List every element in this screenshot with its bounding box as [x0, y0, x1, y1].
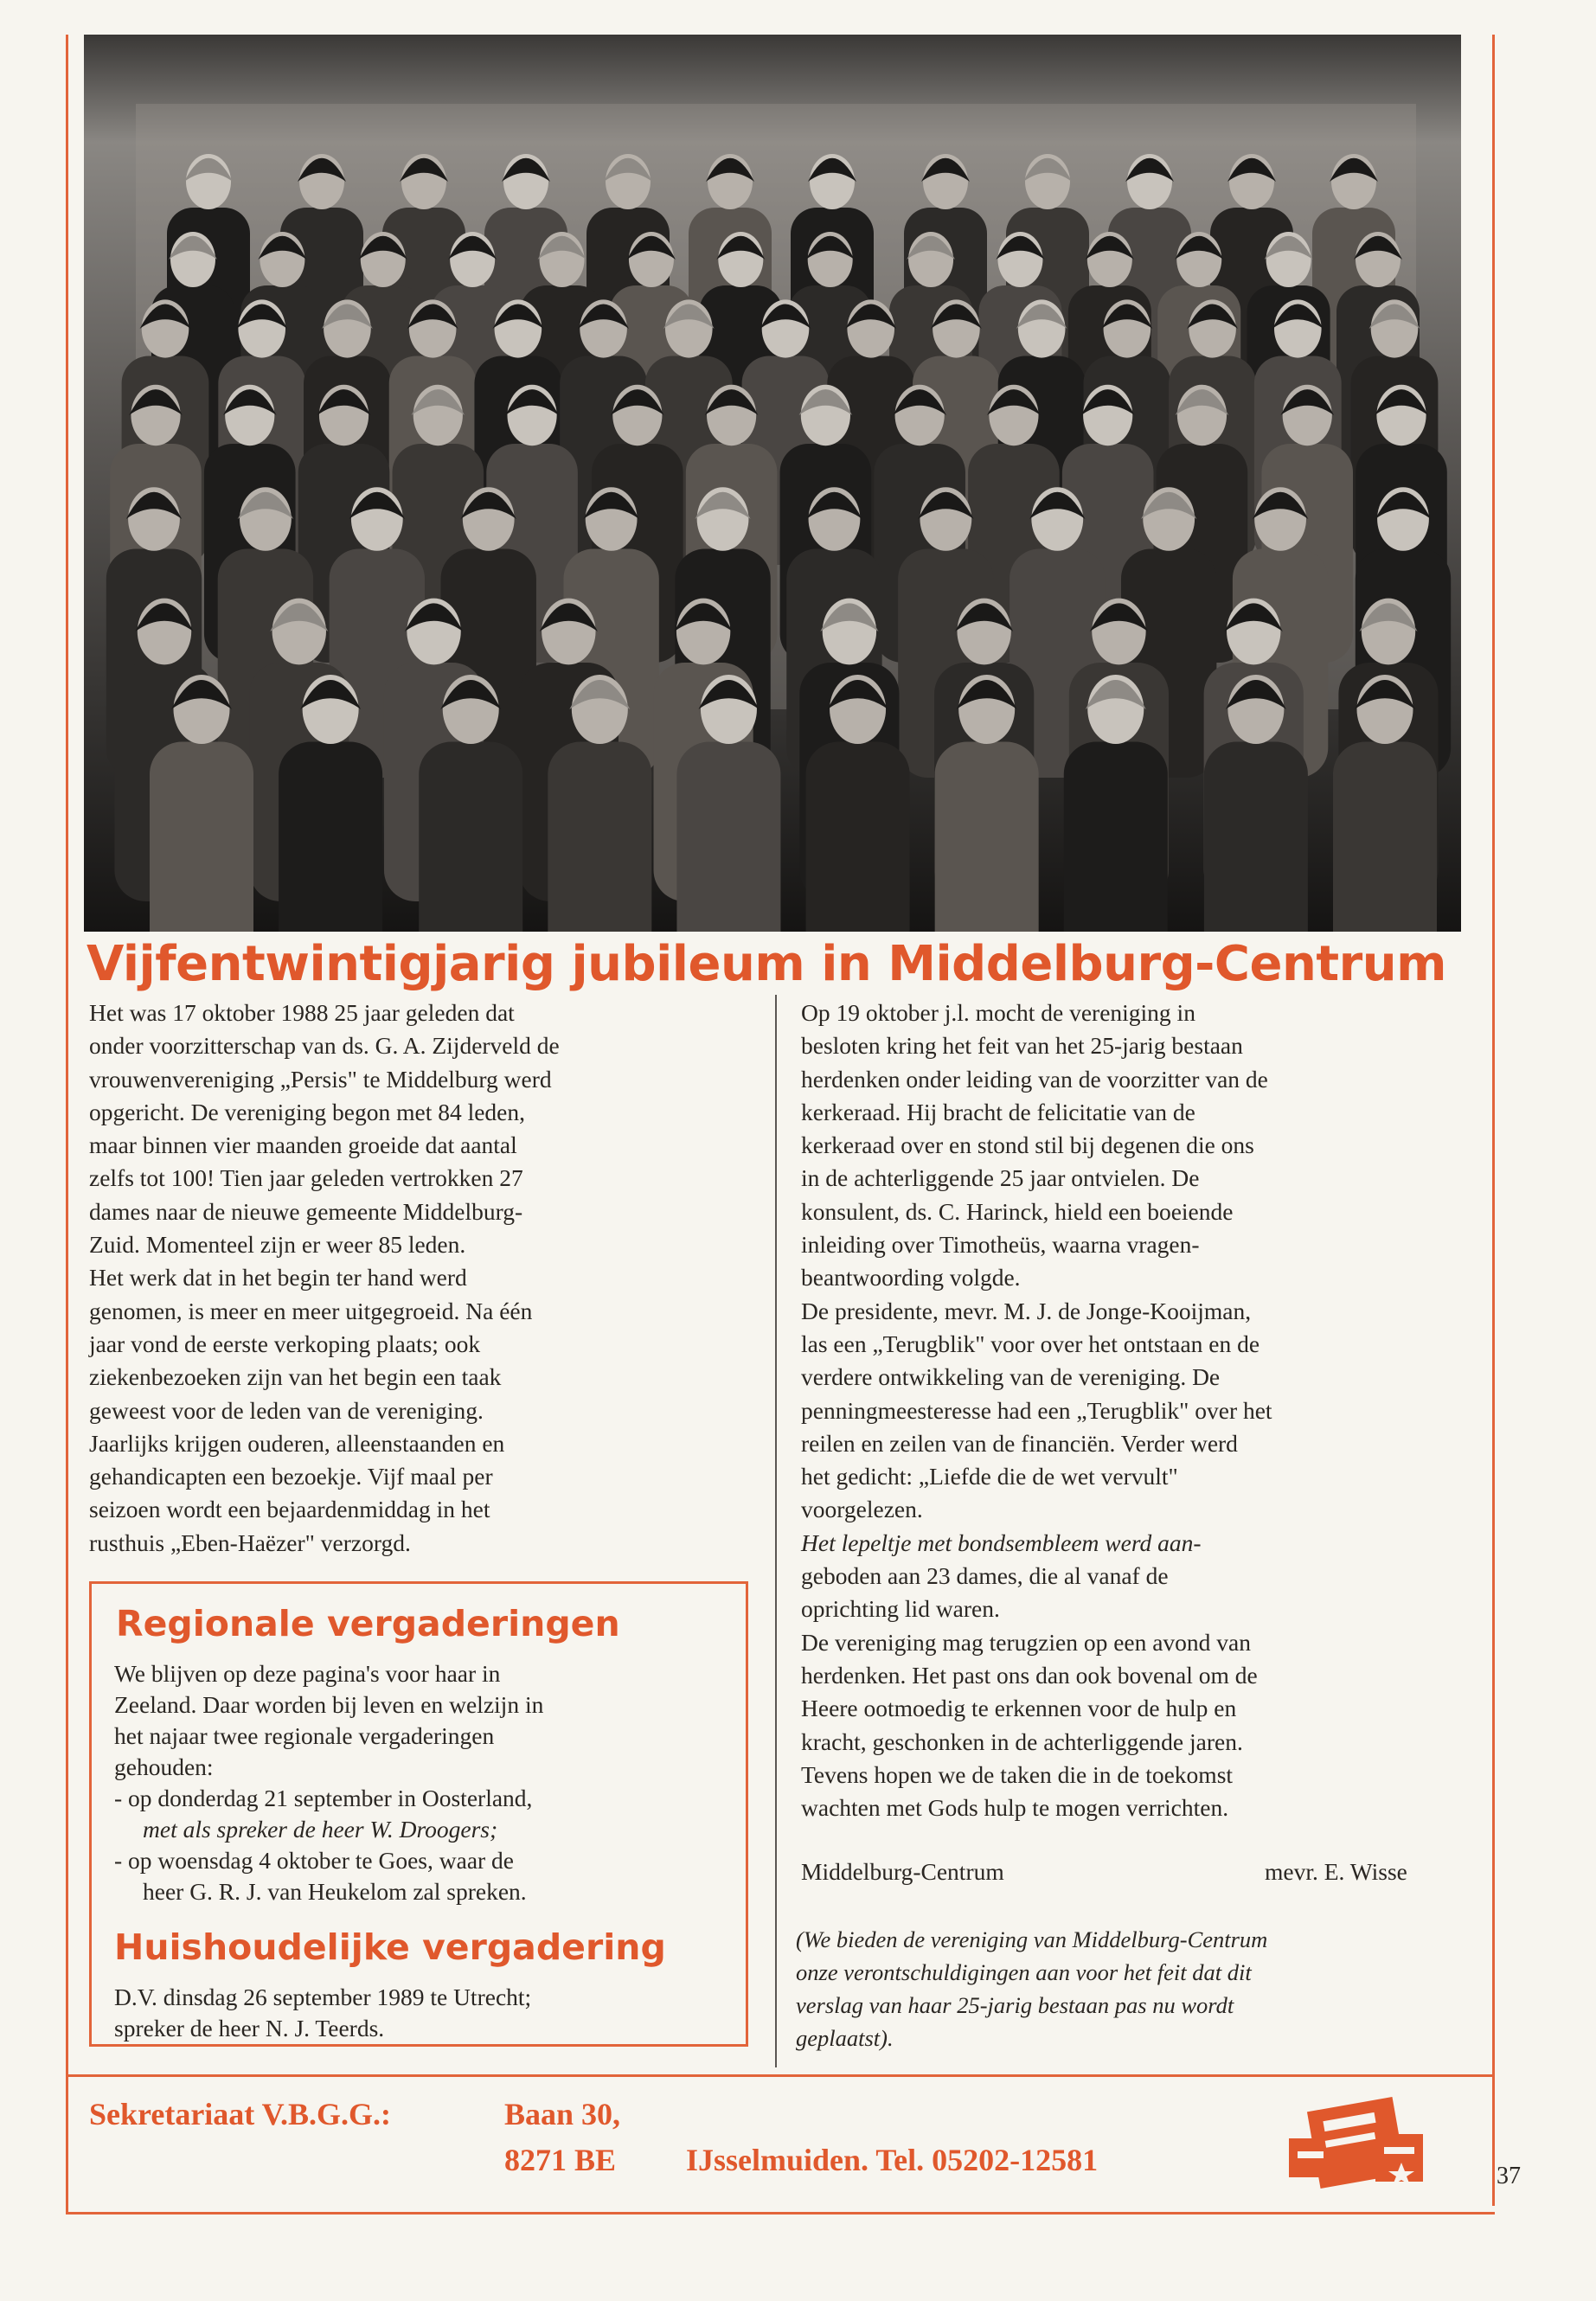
text-line: beantwoording volgde.	[801, 1264, 1021, 1292]
text-line: spreker de heer N. J. Teerds.	[114, 2015, 385, 2041]
apology-note	[796, 1923, 1267, 2054]
note-line: verslag van haar 25-jarig bestaan pas nu wordt	[796, 1992, 1234, 2018]
text-line: geweest voor de leden van de vereniging.	[89, 1396, 484, 1424]
text-line: geboden aan 23 dames, die al vanaf de	[801, 1562, 1169, 1590]
announcement-box	[89, 1581, 748, 2047]
text-line: De vereniging mag terugzien op een avond van	[801, 1628, 1252, 1656]
text-line: het najaar twee regionale vergaderingen	[114, 1722, 495, 1749]
text-line: Het werk dat in het begin ter hand werd	[89, 1264, 467, 1292]
footer-secretariat-label: Sekretariaat V.B.G.G.:	[89, 2097, 391, 2131]
household-text	[114, 1982, 531, 2044]
text-line: penningmeesteresse had een „Terugblik" over het	[801, 1396, 1272, 1424]
text-line: kerkeraad over en stond stil bij degenen die ons	[801, 1131, 1254, 1159]
photo-person-body	[1064, 742, 1168, 933]
note-line: (We bieden de vereniging van Middelburg-Centrum	[796, 1926, 1268, 1952]
footer-city-phone: IJsselmuiden. Tel. 05202-12581	[686, 2143, 1099, 2177]
article-left-column	[89, 997, 772, 1560]
text-line: kracht, geschonken in de achterliggende jaren.	[801, 1727, 1243, 1755]
text-line: het gedicht: „Liefde die de wet vervult"	[801, 1463, 1178, 1490]
column-divider	[775, 995, 777, 2067]
list-item-continuation: met als spreker de heer W. Droogers;	[143, 1816, 498, 1843]
list-item: - op donderdag 21 september in Oosterland,	[114, 1785, 533, 1811]
household-title: Huishoudelijke vergadering	[114, 1926, 666, 1968]
text-line: onder voorzitterschap van ds. G. A. Zijderveld de	[89, 1032, 560, 1060]
signature-author: mevr. E. Wisse	[1265, 1858, 1407, 1885]
group-photo	[84, 35, 1461, 932]
text-line: in de achterliggende 25 jaar ontvielen. De	[801, 1164, 1200, 1192]
note-line: geplaatst).	[796, 2025, 894, 2051]
photo-person-body	[150, 742, 253, 933]
text-line: Het lepeltje met bondsembleem werd aan-	[801, 1529, 1202, 1556]
text-line: ziekenbezoeken zijn van het begin een taak	[89, 1363, 502, 1391]
text-line: De presidente, mevr. M. J. de Jonge-Kooijman,	[801, 1297, 1252, 1324]
vbgg-logo-icon	[1272, 2086, 1436, 2199]
text-line: wachten met Gods hulp te mogen verrichten.	[801, 1794, 1229, 1822]
text-line: D.V. dinsdag 26 september 1989 te Utrecht;	[114, 1984, 532, 2010]
text-line: inleiding over Timotheüs, waarna vragen-	[801, 1231, 1200, 1259]
text-line: We blijven op deze pagina's voor haar in	[114, 1660, 501, 1687]
list-item: - op woensdag 4 oktober te Goes, waar de	[114, 1847, 515, 1874]
text-line: voorgelezen.	[801, 1496, 923, 1523]
regional-title: Regionale vergaderingen	[116, 1603, 620, 1644]
text-line: Op 19 oktober j.l. mocht de vereniging in	[801, 999, 1195, 1026]
photo-person-body	[279, 742, 382, 933]
text-line: genomen, is meer en meer uitgegroeid. Na één	[89, 1297, 533, 1324]
text-line: vrouwenvereniging „Persis" te Middelburg werd	[89, 1065, 552, 1093]
list-item-continuation: heer G. R. J. van Heukelom zal spreken.	[143, 1878, 527, 1905]
photo-person-body	[1333, 742, 1437, 933]
text-line: Zeeland. Daar worden bij leven en welzijn in	[114, 1691, 544, 1718]
text-line: herdenken onder leiding van de voorzitter van de	[801, 1065, 1268, 1093]
text-line: gehandicapten een bezoekje. Vijf maal per	[89, 1463, 493, 1490]
footer-separator	[66, 2074, 1495, 2077]
text-line: opgericht. De vereniging begon met 84 leden,	[89, 1098, 526, 1125]
footer-postcode: 8271 BE	[504, 2143, 617, 2177]
text-line: Het was 17 oktober 1988 25 jaar geleden dat	[89, 999, 515, 1026]
photo-person-body	[676, 742, 780, 933]
text-line: verdere ontwikkeling van de vereniging. De	[801, 1363, 1221, 1391]
signature-place: Middelburg-Centrum	[801, 1858, 1004, 1885]
page-number: 37	[1497, 2163, 1521, 2189]
text-line: Tevens hopen we de taken die in de toekomst	[801, 1760, 1234, 1788]
photo-person-body	[935, 742, 1039, 933]
text-line: kerkeraad. Hij bracht de felicitatie van de	[801, 1098, 1195, 1125]
text-line: Zuid. Momenteel zijn er weer 85 leden.	[89, 1231, 466, 1259]
photo-person-body	[806, 742, 910, 933]
text-line: gehouden:	[114, 1753, 214, 1780]
page-border-bottom	[66, 2212, 1495, 2214]
text-line: jaar vond de eerste verkoping plaats; ook	[89, 1330, 481, 1357]
article-right-column	[801, 997, 1484, 1824]
text-line: reilen en zeilen van de financiën. Verder werd	[801, 1429, 1238, 1457]
text-line: konsulent, ds. C. Harinck, hield een boeiende	[801, 1197, 1234, 1225]
article-headline: Vijfentwintigjarig jubileum in Middelburg-Centrum	[87, 936, 1446, 992]
text-line: oprichting lid waren.	[801, 1595, 1000, 1623]
photo-person-body	[419, 742, 522, 933]
text-line: maar binnen vier maanden groeide dat aantal	[89, 1131, 517, 1159]
regional-text	[114, 1658, 543, 1907]
text-line: herdenken. Het past ons dan ook bovenal om de	[801, 1661, 1258, 1689]
text-line: zelfs tot 100! Tien jaar geleden vertrokken 27	[89, 1164, 523, 1192]
photo-person-body	[548, 742, 651, 933]
text-line: besloten kring het feit van het 25-jarig bestaan	[801, 1032, 1243, 1060]
photo-person-body	[1204, 742, 1308, 933]
text-line: Jaarlijks krijgen ouderen, alleenstaanden en	[89, 1429, 505, 1457]
text-line: seizoen wordt een bejaardenmiddag in het	[89, 1496, 490, 1523]
text-line: dames naar de nieuwe gemeente Middelburg-	[89, 1197, 523, 1225]
text-line: las een „Terugblik" voor over het ontstaan en de	[801, 1330, 1260, 1357]
page-border-right	[1492, 35, 1495, 2206]
note-line: onze verontschuldigingen aan voor het feit dat dit	[796, 1959, 1252, 1985]
page-border-left	[66, 35, 68, 2214]
footer-address: Baan 30,	[504, 2097, 621, 2131]
text-line: rusthuis „Eben-Haëzer" verzorgd.	[89, 1529, 411, 1556]
text-line: Heere ootmoedig te erkennen voor de hulp en	[801, 1695, 1237, 1722]
